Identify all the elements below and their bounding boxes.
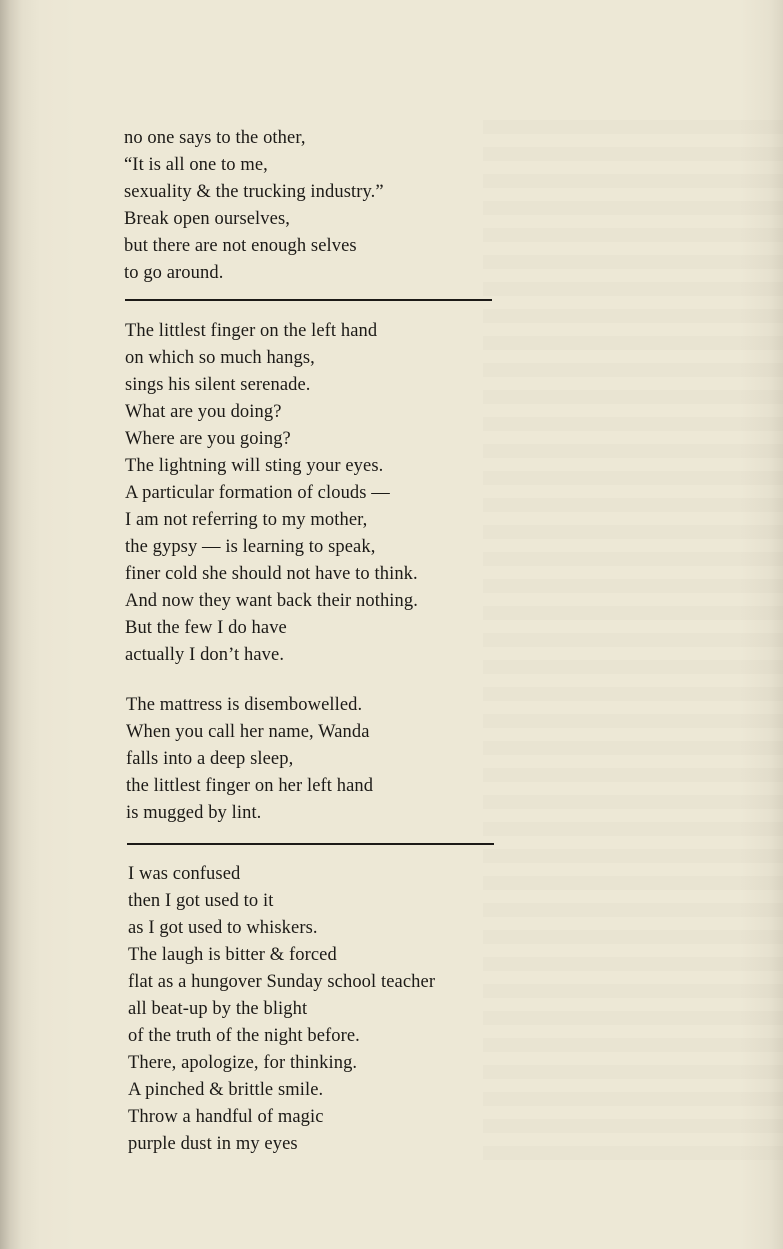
poem-line: falls into a deep sleep, [126,749,294,769]
poem-line: sexuality & the trucking industry.” [124,182,384,202]
poem-line: Where are you going? [125,429,291,449]
poem-line: sings his silent serenade. [125,375,311,395]
poem-line: I am not referring to my mother, [125,510,368,530]
stanza-1 [124,125,384,287]
poem-line: but there are not enough selves [124,236,357,256]
poem-line: The littlest finger on the left hand [125,321,378,341]
poem-line: no one says to the other, [124,128,306,148]
poem-line: A pinched & brittle smile. [128,1080,324,1100]
poem-line: on which so much hangs, [125,348,315,368]
stanza-4 [128,861,435,1158]
poem-line: Throw a handful of magic [128,1107,324,1127]
poem-line: “It is all one to me, [124,155,268,175]
poem-line: the littlest finger on her left hand [126,776,374,796]
poem-line: to go around. [124,263,224,283]
poem-line: The lightning will sting your eyes. [125,456,384,476]
poem-line: as I got used to whiskers. [128,918,318,938]
poem-line: all beat-up by the blight [128,999,308,1019]
bleed-through-text [483,120,783,1170]
poem-line: Break open ourselves, [124,209,290,229]
stanza-3 [126,692,373,827]
poem-line: When you call her name, Wanda [126,722,370,742]
section-divider [125,299,492,301]
poem-line: The laugh is bitter & forced [128,945,337,965]
poem-line: The mattress is disembowelled. [126,695,363,715]
poem-line: finer cold she should not have to think. [125,564,418,584]
poem-line: What are you doing? [125,402,282,422]
poem-line: There, apologize, for thinking. [128,1053,358,1073]
stanza-2 [125,318,418,669]
poem-line: the gypsy — is learning to speak, [125,537,376,557]
poem-line: A particular formation of clouds — [125,483,390,503]
poem-line: of the truth of the night before. [128,1026,360,1046]
poem-line: flat as a hungover Sunday school teacher [128,972,436,992]
poem-line: actually I don’t have. [125,645,285,665]
poem-line: And now they want back their nothing. [125,591,418,611]
section-divider [127,843,494,845]
poem-line: then I got used to it [128,891,274,911]
poem-line: I was confused [128,864,241,884]
poem-line: purple dust in my eyes [128,1134,298,1154]
poem-line: But the few I do have [125,618,287,638]
poem-line: is mugged by lint. [126,803,262,823]
